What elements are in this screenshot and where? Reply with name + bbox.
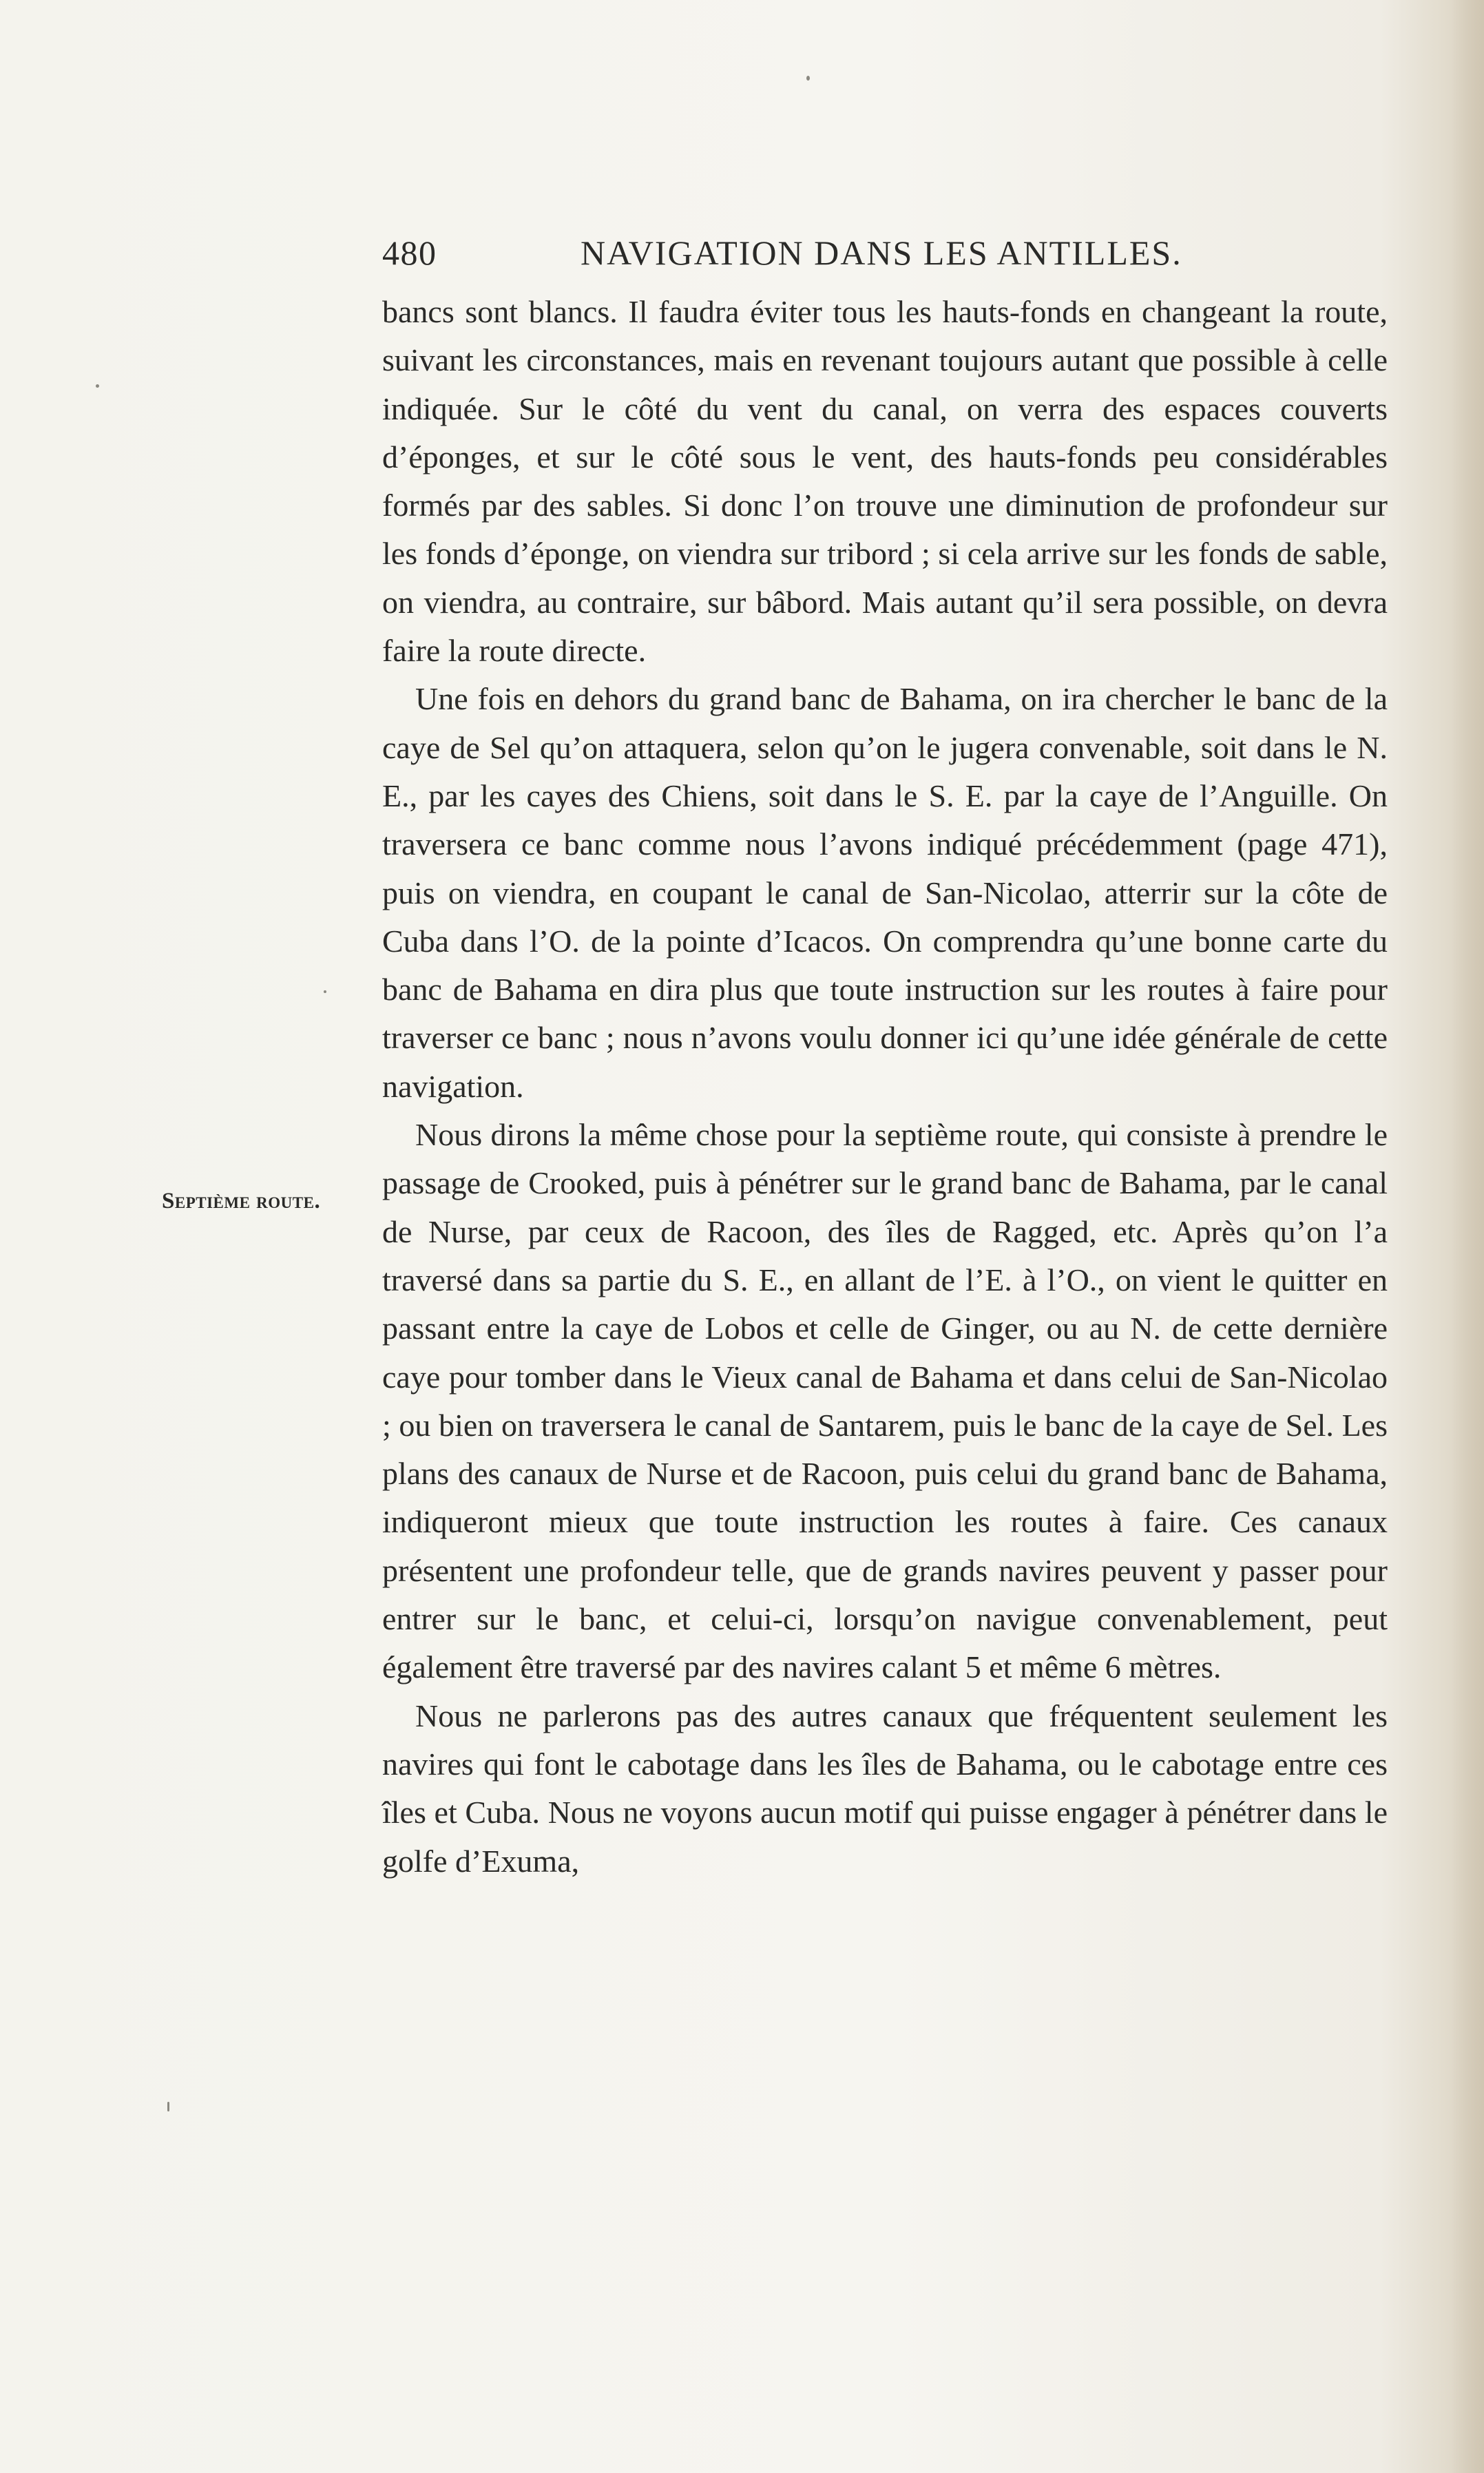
paper-speck	[806, 76, 810, 81]
paper-speck	[167, 2102, 169, 2111]
body-text	[382, 288, 1388, 1886]
paragraph: Nous ne parlerons pas des autres canaux que fréquentent seulement les navires qui font le cabotage dans les îles de Bahama, ou le cabotage entre ces îles et Cuba. Nous ne voyons aucun motif qui puisse engager à pénétrer dans le golfe d’Exuma,	[382, 1698, 1388, 1879]
page-gutter-shadow	[1451, 0, 1484, 2473]
paragraph: Une fois en dehors du grand banc de Bahama, on ira chercher le banc de la caye de Sel qu’on attaquera, selon qu’on le jugera convenable, soit dans le N. E., par les cayes des Chiens, soit dans le S. E. par la caye de l’Anguille. On traversera ce banc comme nous l’avons indiqué précédemment (page 471), puis on viendra, en coupant le canal de San-Nicolao, atterrir sur la côte de Cuba dans l’O. de la pointe d’Icacos. On comprendra qu’une bonne carte du banc de Bahama en dira plus que toute instruction sur les routes à faire pour traverser ce banc ; nous n’avons voulu donner ici qu’une idée générale de cette navigation.	[382, 681, 1388, 1104]
paragraph-continuation: bancs sont blancs. Il faudra éviter tous les hauts-fonds en changeant la route, suivant les circonstances, mais en revenant toujours autant que possible à celle indiquée. Sur le côté du vent du canal, on verra des espaces couverts d’éponges, et sur le côté sous le vent, des hauts-fonds peu considérables formés par des sables. Si donc l’on trouve une diminution de profondeur sur les fonds d’éponge, on viendra sur tribord ; si cela arrive sur les fonds de sable, on viendra, au contraire, sur bâbord. Mais autant qu’il sera possible, on devra faire la route directe.	[382, 294, 1388, 669]
paragraph-septieme-route: Nous dirons la même chose pour la septième route, qui consiste à prendre le passage de Crooked, puis à pénétrer sur le grand banc de Bahama, par le canal de Nurse, par ceux de Racoon, des îles de Ragged, etc. Après qu’on l’a traversé dans sa partie du S. E., en allant de l’E. à l’O., on vient le quitter en passant entre la caye de Lobos et celle de Ginger, ou au N. de cette dernière caye pour tomber dans le Vieux canal de Bahama et dans celui de San-Nicolao ; ou bien on traversera le canal de Santarem, puis le banc de la caye de Sel. Les plans des canaux de Nurse et de Racoon, puis celui du grand banc de Bahama, indiqueront mieux que toute instruction les routes à faire. Ces canaux présentent une profondeur telle, que de grands navires peuvent y passer pour entrer sur le banc, et celui-ci, lorsqu’on navigue convenablement, peut également être traversé par des navires calant 5 et même 6 mètres.	[382, 1117, 1388, 1685]
paper-speck	[96, 384, 99, 388]
page-number: 480	[382, 233, 437, 272]
paper-speck	[324, 990, 326, 993]
page-header	[382, 233, 1384, 274]
running-title: NAVIGATION DANS LES ANTILLES.	[581, 233, 1182, 272]
margin-note: Septième route.	[162, 1189, 321, 1213]
